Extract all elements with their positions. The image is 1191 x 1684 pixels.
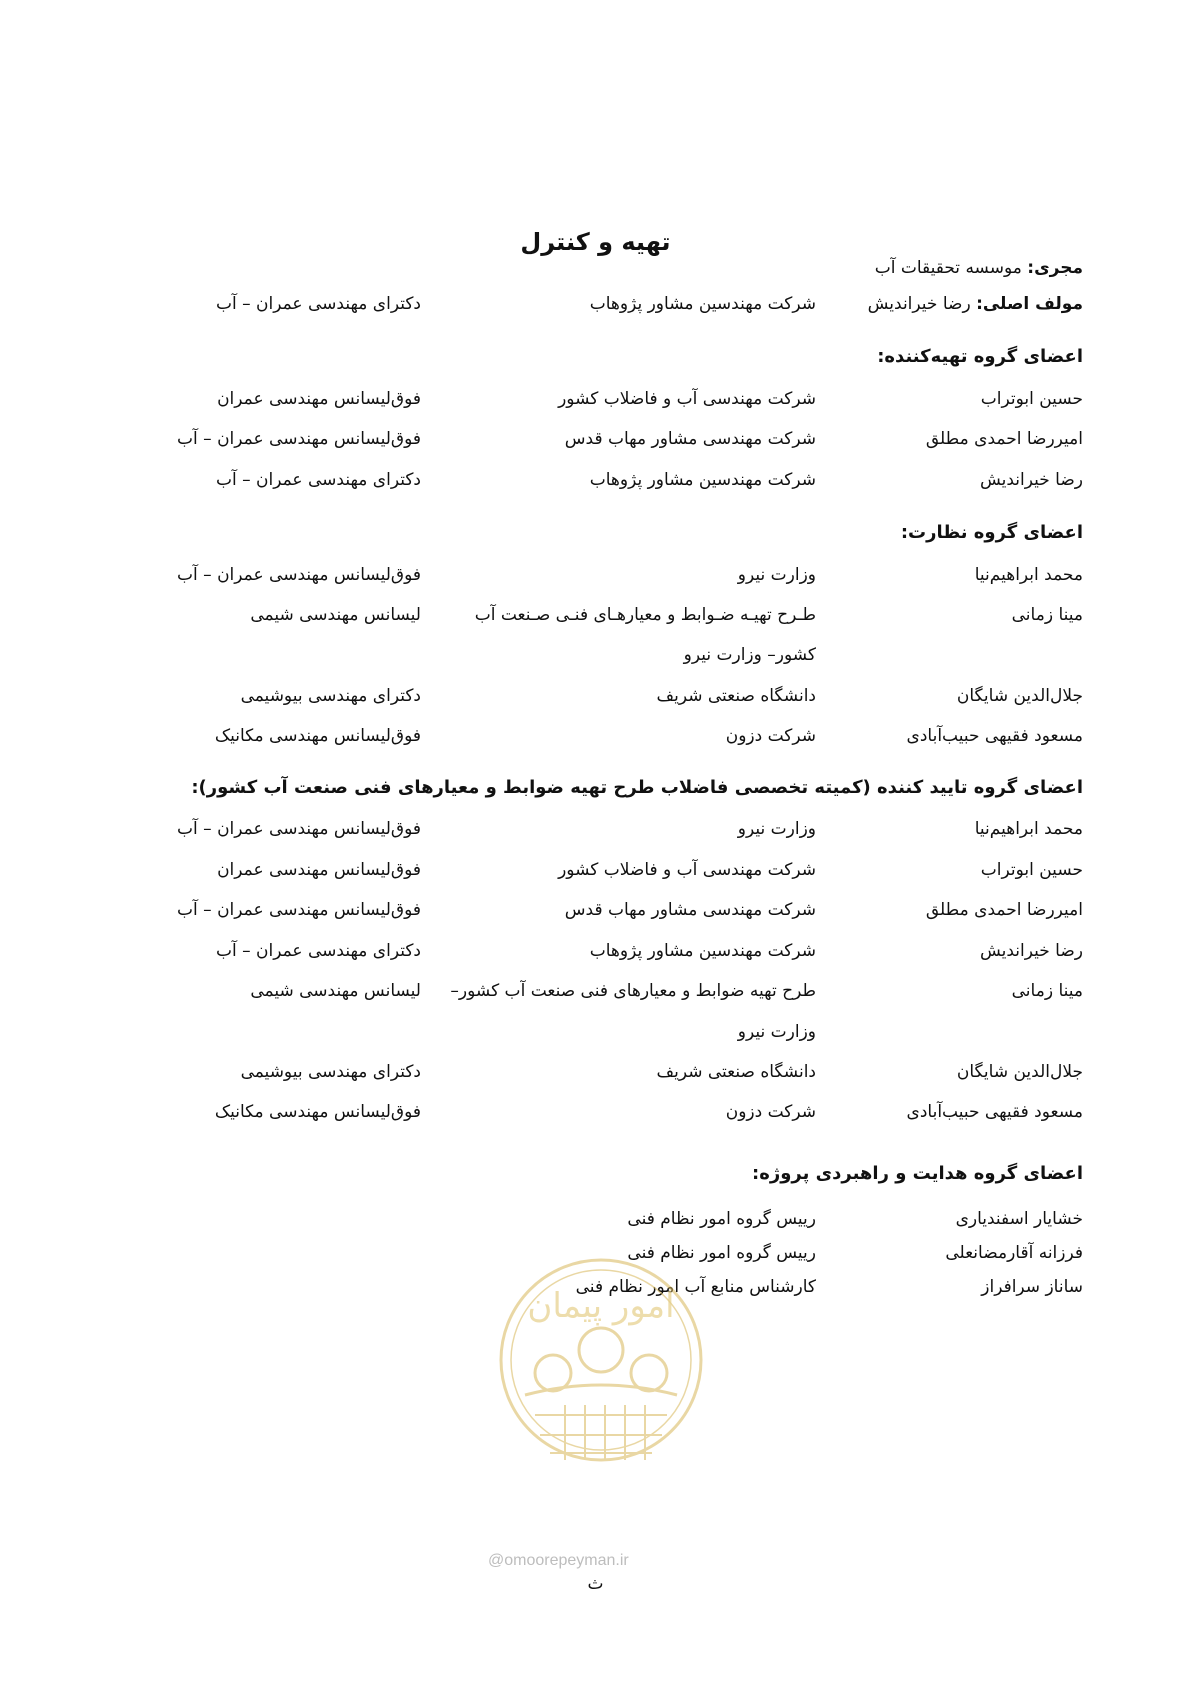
supervisor-org: طـرح تهیـه ضـوابط و معیارهـای فنـی صـنعت آب — [474, 605, 816, 625]
approver-name: امیررضا احمدی مطلق — [925, 900, 1083, 920]
supervisor-degree: فوق‌لیسانس مهندسی عمران – آب — [177, 565, 421, 585]
page-title: تهیه و کنترل — [520, 228, 671, 256]
main-author-org: شرکت مهندسین مشاور پژوهاب — [589, 294, 816, 314]
supervisor-org: وزارت نیرو — [737, 565, 816, 585]
approver-degree: لیسانس مهندسی شیمی — [250, 981, 421, 1001]
supervisor-name: جلال‌الدین شایگان — [956, 686, 1083, 706]
approver-name: رضا خیراندیش — [979, 941, 1083, 961]
approver-name: حسین ابوتراب — [980, 860, 1083, 880]
executor-line — [875, 258, 1083, 278]
approver-degree: فوق‌لیسانس مهندسی مکانیک — [214, 1102, 421, 1122]
preparer-degree: فوق‌لیسانس مهندسی عمران — [217, 389, 421, 409]
preparer-name: امیررضا احمدی مطلق — [925, 429, 1083, 449]
preparer-name: حسین ابوتراب — [980, 389, 1083, 409]
supervisor-degree: دکترای مهندسی بیوشیمی — [240, 686, 421, 706]
supervisor-org: دانشگاه صنعتی شریف — [656, 686, 816, 706]
main-author-name: رضا خیراندیش — [867, 294, 971, 314]
supervisor-name: مسعود فقیهی حبیب‌آبادی — [906, 726, 1083, 746]
supervisor-name: مینا زمانی — [1011, 605, 1083, 625]
approver-degree: دکترای مهندسی بیوشیمی — [240, 1062, 421, 1082]
steering-name: خشایار اسفندیاری — [955, 1209, 1083, 1229]
preparer-org: شرکت مهندسین مشاور پژوهاب — [589, 470, 816, 490]
preparer-org: شرکت مهندسی آب و فاضلاب کشور — [558, 389, 816, 409]
approver-org: دانشگاه صنعتی شریف — [656, 1062, 816, 1082]
supervisor-org: شرکت دزون — [725, 726, 816, 746]
approver-org: شرکت مهندسی آب و فاضلاب کشور — [558, 860, 816, 880]
approver-degree: فوق‌لیسانس مهندسی عمران – آب — [177, 900, 421, 920]
supervisors-heading: اعضای گروه نظارت: — [900, 522, 1083, 543]
seal-text: امور پیمان — [527, 1286, 675, 1326]
approver-org: شرکت مهندسی مشاور مهاب قدس — [564, 900, 816, 920]
approver-degree: فوق‌لیسانس مهندسی عمران — [217, 860, 421, 880]
approver-degree: فوق‌لیسانس مهندسی عمران – آب — [177, 819, 421, 839]
supervisor-org-continued: کشور– وزارت نیرو — [683, 645, 816, 665]
approver-org: طرح تهیه ضوابط و معیارهای فنی صنعت آب کشور– — [450, 981, 816, 1001]
steering-role: کارشناس منابع آب امور نظام فنی — [575, 1277, 816, 1297]
preparer-org: شرکت مهندسی مشاور مهاب قدس — [564, 429, 816, 449]
executor-value: موسسه تحقیقات آب — [874, 258, 1022, 278]
watermark-seal-logo — [485, 1255, 717, 1525]
steering-role: رییس گروه امور نظام فنی — [627, 1209, 816, 1229]
main-author-degree: دکترای مهندسی عمران – آب — [215, 294, 421, 314]
executor-label: مجری: — [1027, 258, 1083, 278]
main-author-label: مولف اصلی: — [976, 294, 1083, 314]
main-author-line — [868, 294, 1083, 314]
approver-org: وزارت نیرو — [737, 819, 816, 839]
approver-name: محمد ابراهیم‌نیا — [974, 819, 1083, 839]
approver-org: شرکت دزون — [725, 1102, 816, 1122]
supervisor-name: محمد ابراهیم‌نیا — [974, 565, 1083, 585]
preparer-name: رضا خیراندیش — [979, 470, 1083, 490]
approvers-heading: اعضای گروه تایید کننده (کمیته تخصصی فاضلاب طرح تهیه ضوابط و معیارهای فنی صنعت آب کشور): — [191, 777, 1083, 798]
approver-degree: دکترای مهندسی عمران – آب — [215, 941, 421, 961]
approver-org-continued: وزارت نیرو — [737, 1022, 816, 1042]
supervisor-degree: فوق‌لیسانس مهندسی مکانیک — [214, 726, 421, 746]
at-icon: @ — [488, 1552, 505, 1569]
steering-name: فرزانه آقارمضانعلی — [945, 1243, 1083, 1263]
watermark-url: @omoorepeyman.ir — [488, 1552, 629, 1569]
preparer-degree: دکترای مهندسی عمران – آب — [215, 470, 421, 490]
supervisor-degree: لیسانس مهندسی شیمی — [250, 605, 421, 625]
steering-heading: اعضای گروه هدایت و راهبردی پروژه: — [752, 1163, 1083, 1184]
page-number: ث — [587, 1574, 604, 1594]
steering-name: ساناز سرافراز — [981, 1277, 1083, 1297]
preparer-degree: فوق‌لیسانس مهندسی عمران – آب — [177, 429, 421, 449]
steering-role: رییس گروه امور نظام فنی — [627, 1243, 816, 1263]
approver-org: شرکت مهندسین مشاور پژوهاب — [589, 941, 816, 961]
approver-name: جلال‌الدین شایگان — [956, 1062, 1083, 1082]
preparers-heading: اعضای گروه تهیه‌کننده: — [877, 346, 1083, 367]
approver-name: مسعود فقیهی حبیب‌آبادی — [906, 1102, 1083, 1122]
approver-name: مینا زمانی — [1011, 981, 1083, 1001]
